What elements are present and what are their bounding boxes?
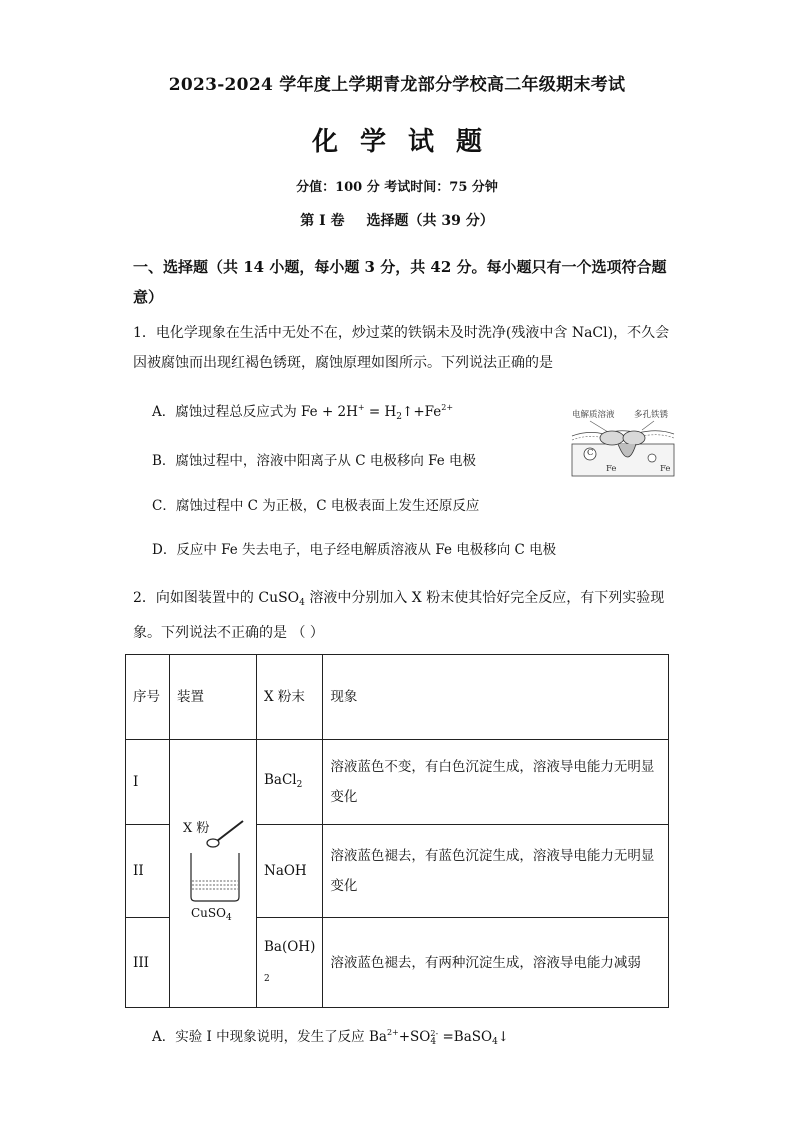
volume-part: 第 I 卷	[300, 213, 345, 229]
figure-label-rust: 多孔铁锈	[634, 410, 669, 420]
table-row	[126, 740, 669, 825]
exam-meta: 分值：100 分 考试时间：75 分钟	[296, 180, 498, 195]
row-phenomenon: 溶液蓝色褪去，有蓝色沉淀生成，溶液导电能力无明显变化	[323, 825, 669, 918]
figure-label-fe-1: Fe	[606, 464, 617, 474]
section-heading: 一、选择题（共 14 小题，每小题 3 分，共 42 分。每小题只有一个选项符合题意）	[133, 258, 667, 306]
figure-label-c: C	[587, 448, 594, 458]
header-x-powder: X 粉末	[257, 655, 323, 740]
volume-heading	[0, 210, 794, 230]
q1-option-a: A．腐蚀过程总反应式为 $Fe + 2H^+ = H_2↑+Fe^{2+}$	[152, 403, 454, 422]
header-no: 序号	[126, 655, 170, 740]
header-apparatus: 装置	[170, 655, 257, 740]
row-x-powder: BaCl$_2$	[257, 740, 323, 825]
experiment-table	[125, 654, 669, 1008]
q1-option-d: D．反应中 Fe 失去电子，电子经电解质溶液从 Fe 电极移向 C 电极	[152, 542, 557, 558]
row-no: III	[126, 918, 170, 1008]
apparatus-bottom-label: CuSO$_4$	[191, 905, 232, 923]
apparatus-drawing	[177, 819, 249, 929]
question-2-stem: 2．向如图装置中的 CuSO$_4$ 溶液中分别加入 X 粉末使其恰好完全反应，有下列实验现象。下列说法不正确的是 （ ）	[133, 590, 665, 641]
volume-name: 选择题（共 39 分）	[366, 213, 494, 229]
figure-label-electrolyte: 电解质溶液	[572, 410, 615, 420]
row-no: I	[126, 740, 170, 825]
apparatus-cell	[170, 740, 257, 1008]
header-phenomenon: 现象	[323, 655, 669, 740]
subject-title: 化学试题	[311, 127, 504, 157]
q1-option-c: C．腐蚀过程中 C 为正极，C 电极表面上发生还原反应	[152, 498, 480, 514]
q2-option-a: A．实验 I 中现象说明，发生了反应 $Ba^{2+}+SO$ 2- 4 =BaSO$_4$↓	[152, 1028, 510, 1047]
row-x-powder: Ba(OH) 2	[257, 918, 323, 1008]
question-1-stem: 1．电化学现象在生活中无处不在，炒过菜的铁锅未及时洗净(残液中含 NaCl)，不久会因被腐蚀而出现红褐色锈斑，腐蚀原理如图所示。下列说法正确的是	[133, 325, 670, 371]
figure-label-fe-2: Fe	[660, 464, 671, 474]
table-header-row	[126, 655, 669, 740]
apparatus-top-label: X 粉	[183, 820, 210, 836]
row-phenomenon: 溶液蓝色不变，有白色沉淀生成，溶液导电能力无明显变化	[323, 740, 669, 825]
q1-option-b: B．腐蚀过程中，溶液中阳离子从 C 电极移向 Fe 电极	[152, 453, 477, 469]
row-phenomenon: 溶液蓝色褪去，有两种沉淀生成，溶液导电能力减弱	[323, 918, 669, 1008]
corrosion-figure	[568, 408, 678, 480]
exam-title: 2023-2024 学年度上学期青龙部分学校高二年级期末考试	[168, 75, 626, 95]
row-x-powder: NaOH	[257, 825, 323, 918]
row-no: II	[126, 825, 170, 918]
